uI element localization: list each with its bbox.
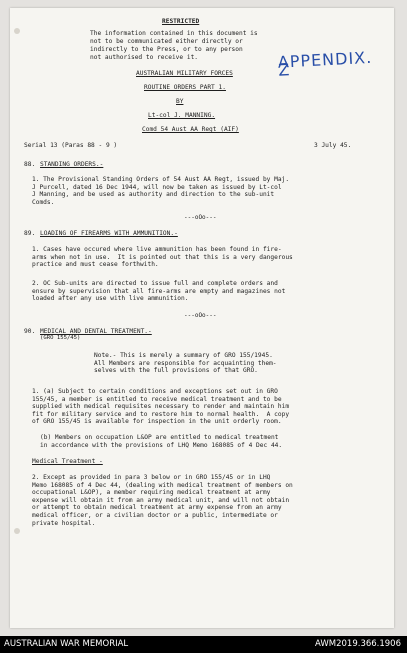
punch-hole — [14, 528, 20, 534]
section-heading: LOADING OF FIREARMS WITH AMMUNITION.- — [40, 230, 178, 237]
section-number: 88. — [24, 161, 36, 168]
section-paragraph: 1. The Provisional Standing Orders of 54 Aust AA Regt, issued by Maj. J Purcell, dated 16 Dec 1944, will now be taken as issued by Lt-col J Manning, and be used as authority and direction to the sub-unit Comds. — [32, 176, 290, 206]
author-line: Lt-col J. MANNING. — [148, 112, 216, 119]
section-number: 90. — [24, 328, 36, 335]
document-date: 3 July 45. — [314, 142, 352, 149]
by-line: BY — [176, 98, 184, 105]
section-number: 89. — [24, 230, 36, 237]
serial-number: Serial 13 (Paras 88 - 9 ) — [24, 142, 118, 149]
section-paragraph: (b) Members on occupation L&OP are entitled to medical treatment in accordance with the provisions of LHQ Memo 168085 of 4 Dec 44. — [40, 434, 283, 449]
section-heading: MEDICAL AND DENTAL TREATMENT.- — [40, 328, 152, 335]
separator: ---oOo--- — [184, 312, 217, 319]
subsection-heading: Medical Treatment - — [32, 458, 103, 465]
punch-hole — [14, 28, 20, 34]
separator: ---oOo--- — [184, 214, 217, 221]
handwritten-annotation: APPENDIX. Z — [277, 47, 373, 80]
section-note: Note.- This is merely a summary of GRO 155/1945. All Members are responsible for acquainting them- selves with the full provisions of that GRO. — [94, 352, 277, 375]
section-subreference: (GRO 155/45) — [40, 335, 81, 341]
accession-number: AWM2019.366.1906 — [315, 639, 401, 649]
document-page — [10, 8, 394, 628]
section-paragraph: 1. (a) Subject to certain conditions and exceptions set out in GRO 155/45, a member is entitled to receive medical treatment and to be supplied with medical requisites necessary to render and maintain him fit for military service and to restore him to normal health. A copy of GRO 155/45 is available for inspection in the unit orderly room. — [32, 388, 290, 426]
section-paragraph: 2. Except as provided in para 3 below or in GRO 155/45 or in LHQ Memo 168085 of 4 Dec 44, (dealing with medical treatment of members on occupational L&OP), a member requiring medical treatment at army expense will obtain it from an army medical unit, and will not obtain or attempt to obtain medical treatment at army expense from an army medical officer, or a civilian doctor or a public, intermediate or private hospital. — [32, 474, 293, 527]
archive-footer — [0, 636, 407, 653]
classification-heading: RESTRICTED — [162, 18, 200, 25]
section-paragraph: 1. Cases have occured where live ammunition has been found in fire- arms when not in use. It is pointed out that this is a very dangerous practice and must cease forthwith. — [32, 246, 293, 269]
notice-line: indirectly to the Press, or to any person — [90, 46, 243, 53]
command-line: Comd 54 Aust AA Regt (AIF) — [142, 126, 239, 133]
orders-title: ROUTINE ORDERS PART 1. — [144, 84, 226, 91]
notice-line: not to be communicated either directly or — [90, 38, 243, 45]
section-paragraph: 2. OC Sub-units are directed to issue full and complete orders and ensure by supervision that all fire-arms are empty and magazines not loaded after any use with live ammunition. — [32, 280, 286, 303]
notice-line: The information contained in this document is — [90, 30, 258, 37]
section-heading: STANDING ORDERS.- — [40, 161, 104, 168]
unit-title: AUSTRALIAN MILITARY FORCES — [136, 70, 233, 77]
notice-line: not authorised to receive it. — [90, 54, 199, 61]
institution-label: AUSTRALIAN WAR MEMORIAL — [4, 639, 129, 649]
